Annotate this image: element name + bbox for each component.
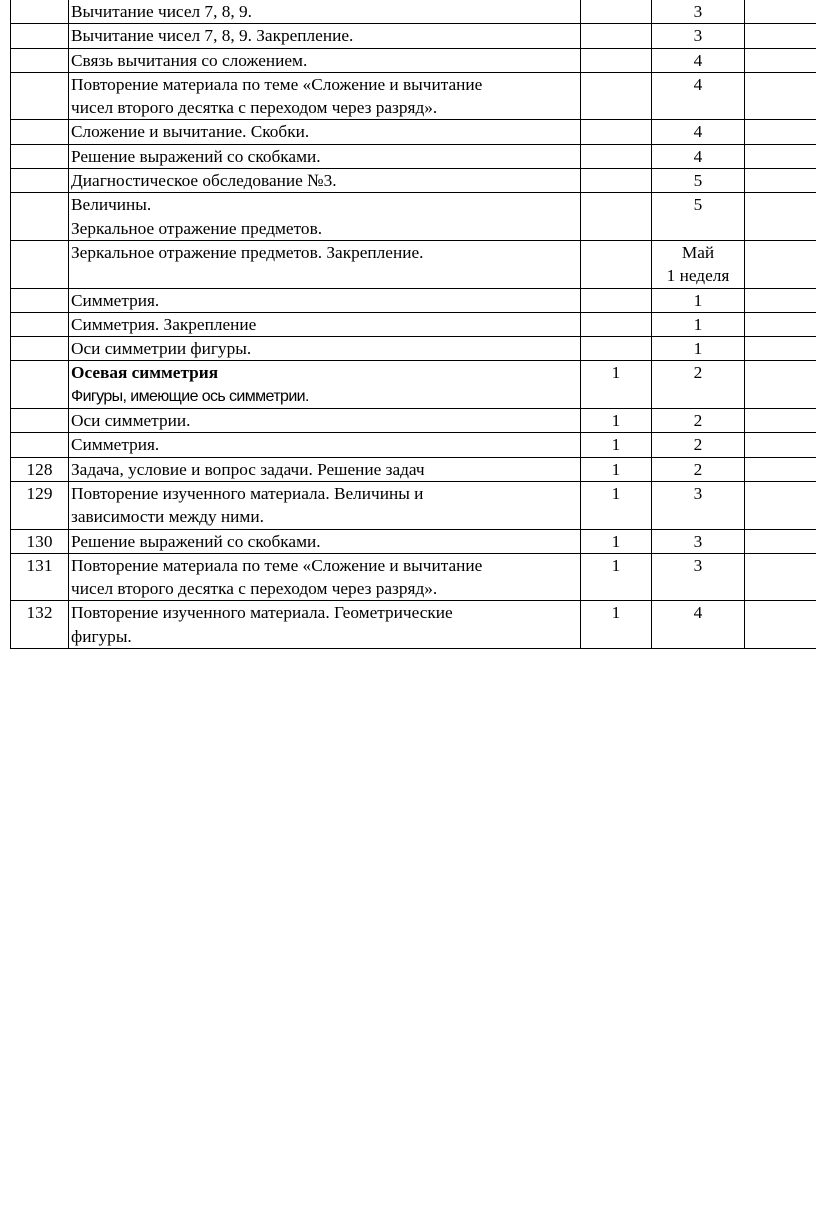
table-row	[11, 361, 816, 409]
week-line: 1	[693, 290, 703, 310]
lesson-number-cell: 131	[11, 553, 69, 601]
lesson-plan-table	[10, 0, 816, 649]
notes-cell	[745, 601, 816, 649]
lesson-number-cell	[11, 0, 69, 24]
week-line: 4	[693, 122, 703, 142]
week-line: 3	[693, 2, 703, 21]
table-row	[11, 288, 816, 312]
lesson-topic-cell	[69, 312, 581, 336]
notes-cell	[745, 288, 816, 312]
lesson-number-cell	[11, 240, 69, 288]
table-row	[11, 72, 816, 120]
topic-line: Вычитание чисел 7, 8, 9. Закрепление.	[71, 26, 354, 46]
topic-line: Осевая симметрия	[71, 363, 219, 383]
table-row	[11, 312, 816, 336]
topic-line: Повторение материала по теме «Сложение и вычитание	[71, 74, 483, 94]
week-cell	[652, 601, 745, 649]
hours-cell	[581, 72, 652, 120]
topic-line: Повторение материала по теме «Сложение и вычитание	[71, 555, 483, 575]
week-cell	[652, 481, 745, 529]
notes-cell	[745, 553, 816, 601]
table-row	[11, 144, 816, 168]
topic-line: Оси симметрии фигуры.	[71, 339, 252, 359]
notes-cell	[745, 457, 816, 481]
lesson-topic-cell	[69, 529, 581, 553]
week-cell	[652, 48, 745, 72]
notes-cell	[745, 72, 816, 120]
table-row	[11, 529, 816, 553]
lesson-topic-cell	[69, 481, 581, 529]
lesson-number-cell	[11, 120, 69, 144]
week-cell	[652, 312, 745, 336]
lesson-number-cell	[11, 144, 69, 168]
notes-cell	[745, 409, 816, 433]
week-line: 4	[693, 50, 703, 70]
table-row	[11, 457, 816, 481]
table-row	[11, 48, 816, 72]
notes-cell	[745, 337, 816, 361]
topic-line: фигуры.	[71, 626, 132, 646]
hours-cell: 1	[581, 481, 652, 529]
lesson-topic-cell	[69, 169, 581, 193]
hours-cell	[581, 48, 652, 72]
week-line: 2	[693, 459, 703, 479]
lesson-topic-cell	[69, 144, 581, 168]
table-row	[11, 240, 816, 288]
lesson-topic-cell	[69, 553, 581, 601]
lesson-number-cell	[11, 288, 69, 312]
lesson-number-cell	[11, 361, 69, 409]
week-line: 1 неделя	[666, 266, 730, 286]
week-line: 3	[693, 26, 703, 46]
lesson-number-cell	[11, 337, 69, 361]
week-cell	[652, 337, 745, 361]
hours-cell	[581, 337, 652, 361]
week-cell	[652, 169, 745, 193]
week-cell	[652, 24, 745, 48]
week-cell	[652, 120, 745, 144]
hours-cell: 1	[581, 409, 652, 433]
topic-line: Зеркальное отражение предметов.	[71, 218, 323, 238]
hours-cell	[581, 288, 652, 312]
topic-line: Повторение изученного материала. Величины и	[71, 483, 424, 503]
table-row	[11, 337, 816, 361]
lesson-number-cell: 130	[11, 529, 69, 553]
week-line: 5	[693, 171, 703, 191]
week-cell	[652, 288, 745, 312]
lesson-number-cell	[11, 409, 69, 433]
lesson-topic-cell	[69, 337, 581, 361]
lesson-topic-cell	[69, 361, 581, 409]
notes-cell	[745, 240, 816, 288]
lesson-topic-cell	[69, 601, 581, 649]
topic-line: Зеркальное отражение предметов. Закрепление.	[71, 242, 424, 262]
hours-cell: 1	[581, 433, 652, 457]
notes-cell	[745, 361, 816, 409]
week-line: 3	[693, 555, 703, 575]
table-row	[11, 193, 816, 241]
table-row	[11, 24, 816, 48]
week-cell	[652, 529, 745, 553]
week-line: Май	[681, 242, 715, 262]
topic-line: Связь вычитания со сложением.	[71, 50, 308, 70]
lesson-number-cell	[11, 433, 69, 457]
hours-cell	[581, 169, 652, 193]
lesson-number-cell	[11, 72, 69, 120]
table-row	[11, 553, 816, 601]
notes-cell	[745, 48, 816, 72]
week-line: 3	[693, 531, 703, 551]
table-row	[11, 601, 816, 649]
topic-line: Задача, условие и вопрос задачи. Решение задач	[71, 459, 425, 479]
lesson-topic-cell	[69, 72, 581, 120]
topic-line: Решение выражений со скобками.	[71, 531, 321, 551]
week-cell	[652, 361, 745, 409]
lesson-topic-cell	[69, 288, 581, 312]
notes-cell	[745, 529, 816, 553]
notes-cell	[745, 193, 816, 241]
table-row	[11, 0, 816, 24]
table-row	[11, 169, 816, 193]
hours-cell	[581, 193, 652, 241]
lesson-topic-cell	[69, 24, 581, 48]
lesson-number-cell: 129	[11, 481, 69, 529]
hours-cell: 1	[581, 601, 652, 649]
week-line: 4	[693, 603, 703, 623]
lesson-number-cell	[11, 193, 69, 241]
hours-cell	[581, 0, 652, 24]
notes-cell	[745, 24, 816, 48]
week-line: 1	[693, 314, 703, 334]
notes-cell	[745, 120, 816, 144]
week-cell	[652, 553, 745, 601]
week-cell	[652, 0, 745, 24]
hours-cell: 1	[581, 457, 652, 481]
week-line: 5	[693, 195, 703, 215]
topic-line: Симметрия.	[71, 435, 160, 455]
week-line: 3	[693, 483, 703, 503]
table-row	[11, 409, 816, 433]
hours-cell	[581, 144, 652, 168]
topic-line: Симметрия.	[71, 290, 160, 310]
hours-cell	[581, 120, 652, 144]
topic-line: Величины.	[71, 195, 152, 215]
topic-line: зависимости между ними.	[71, 507, 264, 527]
lesson-number-cell: 132	[11, 601, 69, 649]
topic-line: Повторение изученного материала. Геометрические	[71, 603, 453, 623]
topic-line: Симметрия. Закрепление	[71, 314, 257, 334]
week-line: 2	[693, 363, 703, 383]
notes-cell	[745, 169, 816, 193]
lesson-topic-cell	[69, 240, 581, 288]
lesson-number-cell	[11, 48, 69, 72]
week-cell	[652, 144, 745, 168]
notes-cell	[745, 433, 816, 457]
hours-cell: 1	[581, 361, 652, 409]
topic-line: чисел второго десятка с переходом через разряд».	[71, 98, 438, 118]
topic-line: Сложение и вычитание. Скобки.	[71, 122, 310, 142]
lesson-number-cell	[11, 24, 69, 48]
topic-line: Оси симметрии.	[71, 411, 191, 431]
lesson-topic-cell	[69, 409, 581, 433]
week-line: 1	[693, 339, 703, 359]
notes-cell	[745, 0, 816, 24]
lesson-topic-cell	[69, 193, 581, 241]
lesson-number-cell	[11, 169, 69, 193]
week-cell	[652, 409, 745, 433]
notes-cell	[745, 481, 816, 529]
hours-cell	[581, 240, 652, 288]
week-cell	[652, 193, 745, 241]
week-cell	[652, 72, 745, 120]
topic-line: Решение выражений со скобками.	[71, 146, 321, 166]
lesson-number-cell: 128	[11, 457, 69, 481]
hours-cell: 1	[581, 529, 652, 553]
lesson-topic-cell	[69, 457, 581, 481]
week-cell	[652, 240, 745, 288]
week-cell	[652, 457, 745, 481]
week-line: 2	[693, 435, 703, 455]
lesson-number-cell	[11, 312, 69, 336]
hours-cell	[581, 24, 652, 48]
lesson-topic-cell	[69, 120, 581, 144]
topic-line: Вычитание чисел 7, 8, 9.	[71, 2, 252, 21]
hours-cell: 1	[581, 553, 652, 601]
lesson-topic-cell	[69, 48, 581, 72]
lesson-topic-cell	[69, 0, 581, 24]
notes-cell	[745, 312, 816, 336]
week-cell	[652, 433, 745, 457]
week-line: 4	[693, 146, 703, 166]
topic-line: Фигуры, имеющие ось симметрии.	[71, 387, 309, 405]
table-row	[11, 481, 816, 529]
topic-line: чисел второго десятка с переходом через разряд».	[71, 579, 438, 599]
week-line: 4	[693, 74, 703, 94]
topic-line: Диагностическое обследование №3.	[71, 171, 337, 191]
table-row	[11, 433, 816, 457]
notes-cell	[745, 144, 816, 168]
table-row	[11, 120, 816, 144]
week-line: 2	[693, 411, 703, 431]
hours-cell	[581, 312, 652, 336]
lesson-topic-cell	[69, 433, 581, 457]
